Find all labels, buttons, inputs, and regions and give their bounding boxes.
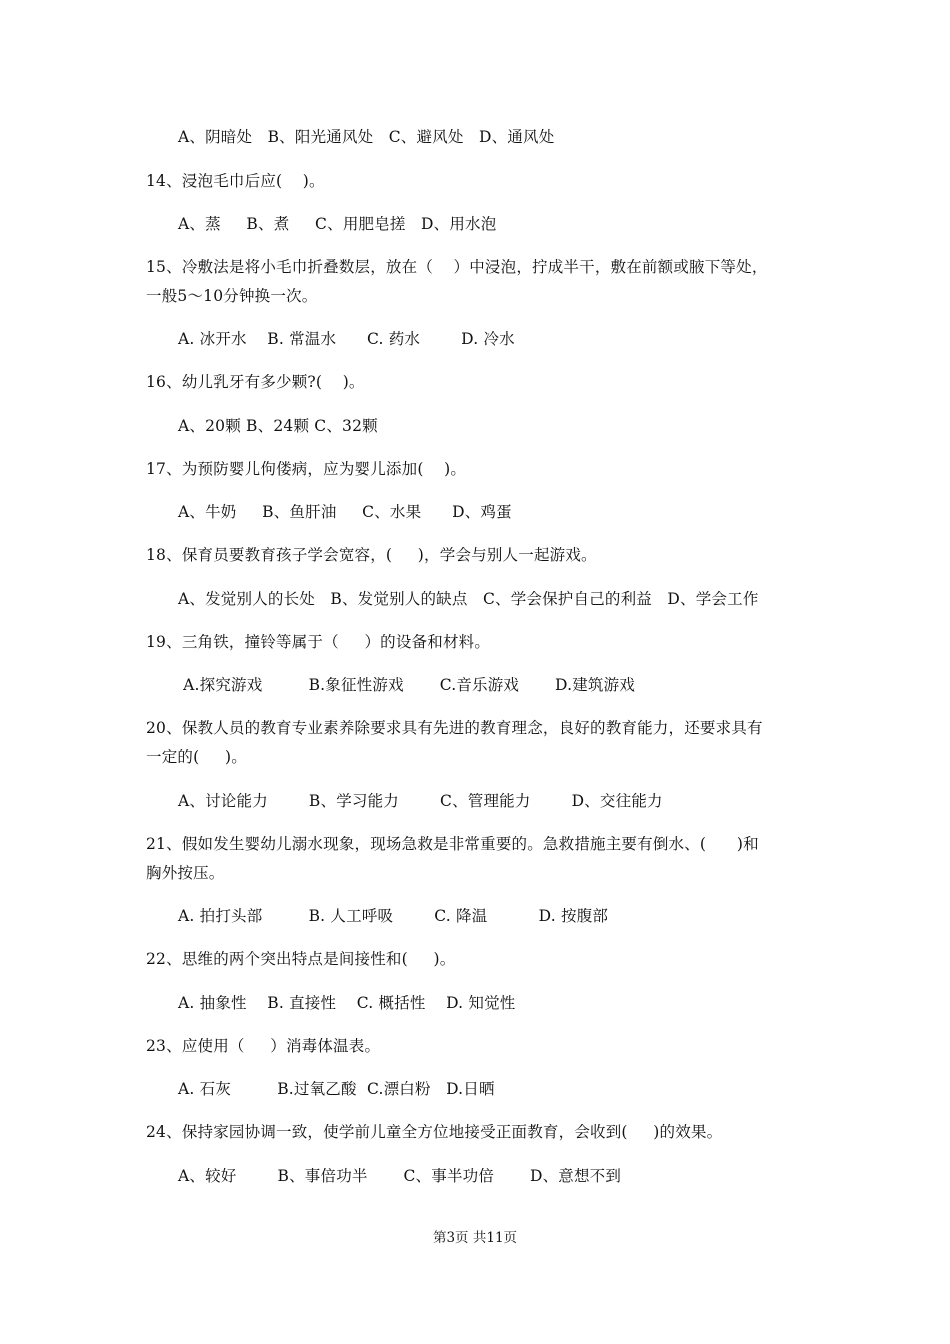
q21-options: A. 拍打头部 B. 人工呼吸 C. 降温 D. 按腹部 xyxy=(178,907,609,925)
q22-question: 22、思维的两个突出特点是间接性和( )。 xyxy=(146,950,456,968)
q15-question-line1: 15、冷敷法是将小毛巾折叠数层，放在（ ）中浸泡，拧成半干，敷在前额或腋下等处， xyxy=(146,258,768,276)
q18-question: 18、保育员要教育孩子学会宽容，( )，学会与别人一起游戏。 xyxy=(146,546,597,564)
q13-options: A、阴暗处 B、阳光通风处 C、避风处 D、通风处 xyxy=(178,128,555,146)
q17-question: 17、为预防婴儿佝偻病，应为婴儿添加( )。 xyxy=(146,460,467,478)
q15-options: A. 冰开水 B. 常温水 C. 药水 D. 冷水 xyxy=(178,330,515,348)
page-footer: 第3页 共11页 xyxy=(432,1230,518,1246)
q21-question-line2: 胸外按压。 xyxy=(146,864,225,882)
q16-options: A、20颗 B、24颗 C、32颗 xyxy=(178,417,378,435)
q20-question-line2: 一定的( )。 xyxy=(146,748,247,766)
q23-question: 23、应使用（ ）消毒体温表。 xyxy=(146,1037,381,1055)
q22-options: A. 抽象性 B. 直接性 C. 概括性 D. 知觉性 xyxy=(178,994,516,1012)
q21-question-line1: 21、假如发生婴幼儿溺水现象，现场急救是非常重要的。急救措施主要有倒水、( )和 xyxy=(146,835,759,853)
q23-options: A. 石灰 B.过氧乙酸 C.漂白粉 D.日晒 xyxy=(178,1080,495,1098)
q24-options: A、较好 B、事倍功半 C、事半功倍 D、意想不到 xyxy=(178,1167,622,1185)
q16-question: 16、幼儿乳牙有多少颗?( )。 xyxy=(146,373,365,391)
q19-options: A.探究游戏 B.象征性游戏 C.音乐游戏 D.建筑游戏 xyxy=(178,676,636,694)
q17-options: A、牛奶 B、鱼肝油 C、水果 D、鸡蛋 xyxy=(178,503,512,521)
q14-options: A、蒸 B、煮 C、用肥皂搓 D、用水泡 xyxy=(178,215,497,233)
q20-options: A、讨论能力 B、学习能力 C、管理能力 D、交往能力 xyxy=(178,792,663,810)
q20-question-line1: 20、保教人员的教育专业素养除要求具有先进的教育理念，良好的教育能力，还要求具有 xyxy=(146,719,763,737)
q24-question: 24、保持家园协调一致，使学前儿童全方位地接受正面教育，会收到( )的效果。 xyxy=(146,1123,723,1141)
q15-question-line2: 一般5～10分钟换一次。 xyxy=(146,287,318,305)
q18-options: A、发觉别人的长处 B、发觉别人的缺点 C、学会保护自己的利益 D、学会工作 xyxy=(178,590,759,608)
q19-question: 19、三角铁，撞铃等属于（ ）的设备和材料。 xyxy=(146,633,491,651)
q14-question: 14、浸泡毛巾后应( )。 xyxy=(146,172,325,190)
